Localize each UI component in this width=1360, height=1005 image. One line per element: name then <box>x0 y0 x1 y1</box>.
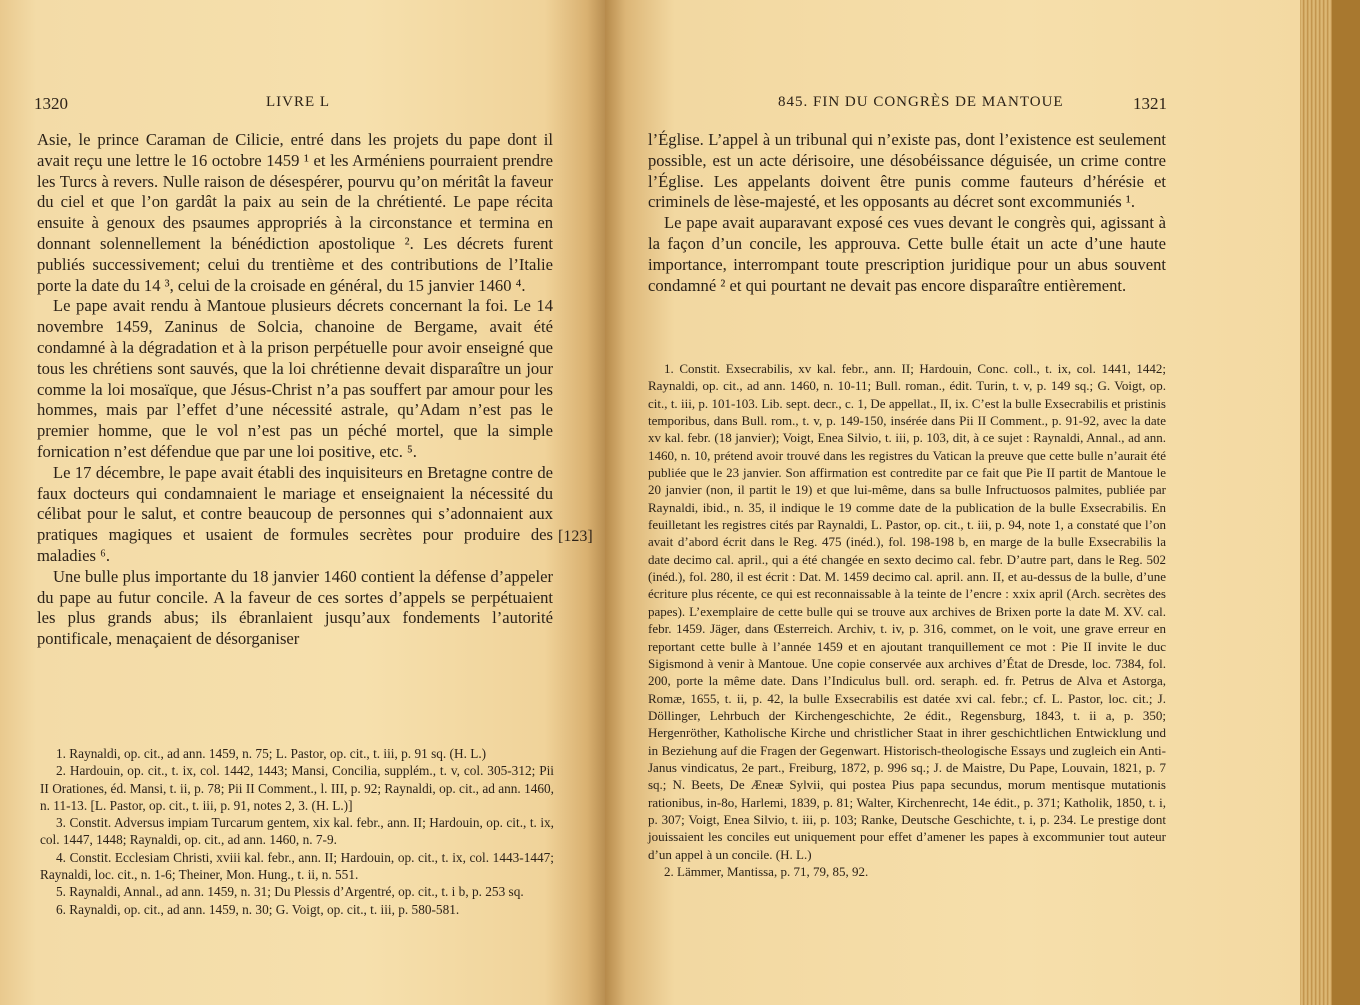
left-paragraph-4: Une bulle plus importante du 18 janvier 1460 contient la défense d’appeler du pape au futur concile. A la faveur de ces sortes d’appels se perpétuaient les plus grands abus; ils ébranlaient jusqu’aux fondements l’autorité pontificale, menaçaient de désorganiser <box>37 566 553 649</box>
left-page-number: 1320 <box>34 94 68 113</box>
left-footnote-6: 6. Raynaldi, op. cit., ad ann. 1459, n. 30; G. Voigt, op. cit., t. iii, p. 580-581. <box>56 901 460 917</box>
left-footnote-5: 5. Raynaldi, Annal., ad ann. 1459, n. 31; Du Plessis d’Argentré, op. cit., t. i b, p. 253 sq. <box>56 884 524 900</box>
right-page-number: 1321 <box>1133 94 1167 113</box>
right-running-head: 845. FIN DU CONGRÈS DE MANTOUE <box>778 94 1064 110</box>
book-cover-edge <box>1332 0 1360 1005</box>
left-paragraph-1: Asie, le prince Caraman de Cilicie, entré dans les projets du pape dont il avait reçu une lettre le 16 octobre 1459 ¹ et les Arméniens pourraient prendre les Turcs à revers. Nulle raison de désespérer, pourvu qu’on méritât la faveur du ciel et que l’on gardât la paix au sein de la chrétienté. Le pape récita ensuite à genoux des psaumes appropriés à la circonstance et termina en donnant solennellement la bénédiction apostolique ². Les décrets furent publiés successivement; celui du trentième et des contributions de l’Italie porte la date du 14 ³, celui de la croisade en général, du 15 janvier 1460 ⁴. <box>37 130 553 295</box>
right-page <box>605 0 1300 1005</box>
left-footnote-2: 2. Hardouin, op. cit., t. ix, col. 1442, 1443; Mansi, Concilia, supplém., t. v, col. 305-312; Pii II Orationes, éd. Mansi, t. ii, p. 78; Pii II Comment., l. III, p. 92; Raynaldi, op. cit., ad ann. 1460, n. 11-13. [L. Pastor, op. cit., t. iii, p. 91, notes 2, 3. (H. L.)] <box>40 763 554 813</box>
right-paragraph-2: Le pape avait auparavant exposé ces vues devant le congrès qui, agissant à la façon d’un concile, les approuva. Cette bulle était un acte d’une haute importance, interrompant toute prescription juridique pour un abus souvent condamné ² et qui pourtant ne devait pas encore disparaître entièrement. <box>648 213 1166 295</box>
left-body-text <box>37 130 553 650</box>
left-footnote-4: 4. Constit. Ecclesiam Christi, xviii kal. febr., ann. II; Hardouin, op. cit., t. ix, col. 1443-1447; Raynaldi, loc. cit., n. 1-6; Theiner, Mon. Hung., t. ii, n. 551. <box>40 849 554 883</box>
right-footnote-1: 1. Constit. Exsecrabilis, xv kal. febr., ann. II; Hardouin, Conc. coll., t. ix, col. 1441, 1442; Raynaldi, op. cit., ad ann. 1460, n. 10-11; Bull. roman., édit. Turin, t. v, p. 149 sq.; G. Voigt, op. cit., t. iii, p. 101-103. Lib. sept. decr., c. 1, De appellat., II, ix. C’est la bulle Exsecrabilis et pristinis temporibus, dans Bull. rom., t. v, p. 149-150, insérée dans Pii II Comment., p. 91-92, avec la date xv kal. febr. (18 janvier); Voigt, Enea Silvio, t. iii, p. 103, dit, à ce sujet : Raynaldi, Annal., ad ann. 1460, n. 10, prétend avoir trouvé dans les registres du Vatican la preuve que cette bulle n’aurait été publiée que le 23 janvier. Son affirmation est contredite par ce fait que Pie II partit de Mantoue le 20 janvier (non, il partit le 19) et que lui-même, dans sa bulle Infructuosos palmites, publiée par Raynaldi, ibid., n. 35, il indique le 19 comme date de la publication de la bulle Exsecrabilis. En feuilletant les registres cités par Raynaldi, L. Pastor, op. cit., t. iii, p. 94, note 1, a constaté que l’on avait d’abord écrit dans le Reg. 475 (inéd.), fol. 198-198 b, en marge de la bulle Exsecrabilis la date decimo cal. april., qui a été changée en sexto decimo cal. febr. D’autre part, dans le Reg. 502 (inéd.), fol. 280, il est écrit : Dat. M. 1459 decimo cal. april. ann. II, et au-dessus de la bulle, d’une écriture plus récente, ce qui est reconnaissable à la teinte de l’encre : xxix april (Arch. secrètes des papes). L’exemplaire de cette bulle qui se trouve aux archives de Brixen porte la date M. XV. cal. febr. 1459. Jäger, dans Œsterreich. Archiv, t. iv, p. 316, commet, on le voit, une grave erreur en reportant cette bulle à l’année 1459 et en ajoutant tranquillement ce mot : Pie II invite le duc Sigismond à venir à Mantoue. Une copie conservée aux archives d’État de Dresde, loc. 7384, fol. 200, porte la même date. Dans l’Indiculus bull. ord. seraph. ed. fr. Petrus de Alva et Astorga, Romæ, 1655, t. ii, p. 42, la bulle Exsecrabilis est datée xvi cal. febr.; cf. L. Pastor, loc. cit.; J. Döllinger, Lehrbuch der Kirchengeschichte, 2e édit., Regensburg, 1843, t. ii a, p. 350; Hergenröther, Katholische Kirche und christlicher Staat in ihrer geschichtlichen Entwicklung und in Beziehung auf die Fragen der Gegenwart. Historisch-theologische Essays und zugleich ein Anti-Janus vindicatus, 2e part., Freiburg, 1872, p. 996 sq.; J. de Maistre, Du Pape, Louvain, 1821, p. 7 sq.; N. Beets, De Æneæ Sylvii, qui postea Pius papa secundus, morum mentisque mutationis rationibus, in-8o, Harlemi, 1839, p. 81; Walter, Kirchenrecht, 14e édit., p. 371; Katholik, 1850, t. i, p. 307; Voigt, Enea Silvio, t. iii, p. 103; Ranke, Deutsche Geschichte, t. i, p. 234. Le prestige dont jouissaient les conciles eut uniquement pour effet d’amener les papes à excommunier tout auteur d’un appel à un concile. (H. L.) <box>648 361 1166 862</box>
left-paragraph-3: Le 17 décembre, le pape avait établi des inquisiteurs en Bretagne contre de faux docteurs qui condamnaient le mariage et enseignaient la nécessité du célibat pour le salut, et contre beaucoup de personnes qui s’adonnaient aux pratiques magiques et usaient de formules secrètes pour produire des maladies ⁶. <box>37 462 553 565</box>
right-footnote-2: 2. Lämmer, Mantissa, p. 71, 79, 85, 92. <box>664 863 869 879</box>
left-running-head: LIVRE L <box>266 94 331 110</box>
left-footnote-1: 1. Raynaldi, op. cit., ad ann. 1459, n. 75; L. Pastor, op. cit., t. iii, p. 91 sq. (H. L.) <box>56 746 487 761</box>
right-footnotes <box>648 360 1166 880</box>
right-body-text <box>648 130 1166 296</box>
right-paragraph-1: l’Église. L’appel à un tribunal qui n’existe pas, dont l’existence est seulement possible, est un acte dérisoire, une désobéissance déguisée, un crime contre l’Église. Les appelants doivent être punis comme fauteurs d’hérésie et criminels de lèse-majesté, et les opposants au décret sont excommuniés ¹. <box>648 130 1166 212</box>
left-page <box>0 0 605 1005</box>
margin-marker: [123] <box>558 528 593 545</box>
left-footnote-3: 3. Constit. Adversus impiam Turcarum gentem, xix kal. febr., ann. II; Hardouin, op. cit., t. ix, col. 1447, 1448; Raynaldi, op. cit., ad ann. 1460, n. 7-9. <box>40 815 554 848</box>
left-footnotes <box>40 745 554 918</box>
left-paragraph-2: Le pape avait rendu à Mantoue plusieurs décrets concernant la foi. Le 14 novembre 1459, Zaninus de Solcia, chanoine de Bergame, avait été condamné à la dégradation et à la prison perpétuelle pour avoir enseigné que tous les chrétiens sont sauvés, que la loi chrétienne devait disparaître un jour comme la loi mosaïque, que Jésus-Christ n’a pas souffert par amour pour les hommes, mais par l’effet d’une nécessité astrale, qu’Adam n’est pas le premier homme, que le vol n’est pas un péché mortel, que la simple fornication n’est défendue que par une loi positive, etc. ⁵. <box>37 296 553 461</box>
